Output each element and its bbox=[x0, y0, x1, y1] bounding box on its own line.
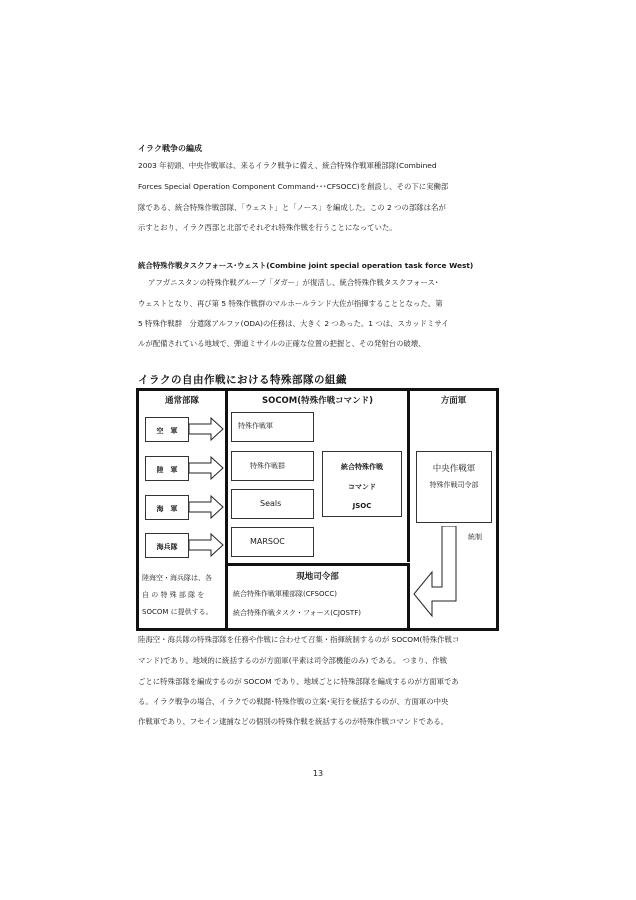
paragraph-line: 隊である、統合特殊作戦部隊、「ウェスト」と「ノース」を編成した。この 2 つの部隊は名が bbox=[138, 203, 446, 212]
paragraph-line: マンド)であり、地域的に統括するのが方面軍(平素は司令部機能のみ) である。 つまり、作戦 bbox=[138, 656, 447, 665]
right-arrow-icon bbox=[189, 457, 223, 479]
field-hq-item: 統合特殊作戦軍種部隊(CFSOCC) bbox=[233, 590, 337, 598]
regular-note-line: 自 の 特 殊 部 隊 を bbox=[142, 591, 205, 599]
control-arrow bbox=[412, 526, 472, 626]
branch-marines bbox=[145, 533, 189, 558]
regional-command-header: 方面軍 bbox=[440, 396, 467, 406]
section-title-organization: イラク戦争の編成 bbox=[138, 144, 202, 153]
branch-air-force bbox=[145, 417, 189, 442]
paragraph-line: アフガニスタンの特殊作戦グループ「ダガー」が復活し、統合特殊作戦タスクフォース･ bbox=[148, 278, 439, 287]
paragraph-line: ルが配備されている地域で、弾道ミサイルの正確な位置の把握と、その発射台の破壊、 bbox=[138, 339, 426, 348]
field-hq-header: 現地司令部 bbox=[296, 572, 339, 582]
divider bbox=[227, 563, 410, 566]
branch-navy bbox=[145, 495, 189, 520]
bent-arrow-icon bbox=[414, 526, 456, 616]
unit-label: MARSOC bbox=[250, 537, 285, 546]
right-arrow-icon bbox=[189, 534, 223, 556]
regular-note-line: SOCOM に提供する。 bbox=[142, 608, 213, 616]
field-hq-item: 統合特殊作戦タスク・フォース(CJOSTF) bbox=[233, 609, 361, 617]
paragraph-line: る。イラク戦争の場合、イラクでの戦闘･特殊作戦の立案･実行を統括するのが、方面軍の中央 bbox=[138, 697, 449, 706]
right-arrow-icon bbox=[189, 496, 223, 518]
socom-header: SOCOM(特殊作戦コマンド) bbox=[261, 396, 374, 406]
page-number: 13 bbox=[312, 769, 324, 778]
centcom-label: 中央作戦軍 bbox=[432, 464, 476, 474]
paragraph-line: 5 特殊作戦群 分遣隊アルファ(ODA)の任務は、大きく 2 つあった。1 つは、スカッドミサイ bbox=[138, 319, 449, 328]
branch-label: 海 軍 bbox=[156, 505, 178, 513]
unit-special-ops-group bbox=[231, 451, 314, 481]
jsoc-box bbox=[322, 451, 402, 517]
regular-note-line: 陸海空・海兵隊は、各 bbox=[142, 574, 212, 582]
jsoc-label: コマンド bbox=[348, 483, 376, 491]
unit-label: Seals bbox=[260, 499, 282, 508]
paragraph-line: 作戦軍であり、フセイン逮捕などの個別の特殊作戦を統括するのが特殊作戦コマンドである。 bbox=[138, 717, 449, 726]
paragraph-line: Forces Special Operation Component Command･･･CFSOCC)を創設し、その下に実働部 bbox=[138, 182, 449, 191]
paragraph-line: 陸海空・海兵隊の特殊部隊を任務や作戦に合わせて召集・指揮統制するのが SOCOM(特殊作戦コ bbox=[138, 635, 460, 644]
branch-label: 空 軍 bbox=[156, 427, 178, 435]
jsoc-label: JSOC bbox=[352, 502, 372, 510]
regular-forces-header: 通常部隊 bbox=[164, 396, 199, 406]
paragraph-line: ウェストとなり、再び第 5 特殊作戦群のマルホールランド大佐が指揮することとなった。第 bbox=[138, 299, 443, 308]
unit-marsoc bbox=[231, 527, 314, 557]
branch-label: 陸 軍 bbox=[156, 466, 178, 474]
diagram-title: イラクの自由作戦における特殊部隊の組織 bbox=[138, 374, 347, 386]
branch-arrows bbox=[189, 412, 233, 564]
paragraph-line: ごとに特殊部隊を編成するのが SOCOM であり、地域ごとに特殊部隊を編成するのが方面軍であ bbox=[138, 677, 459, 686]
paragraph-line: 示すとおり、イラク西部と北部でそれぞれ特殊作戦を行うことになっていた。 bbox=[138, 223, 397, 232]
divider bbox=[407, 390, 410, 562]
unit-seals bbox=[231, 489, 314, 519]
divider bbox=[407, 563, 410, 629]
centcom-sub-label: 特殊作戦司令部 bbox=[429, 481, 479, 489]
paragraph-line: 2003 年初頭、中央作戦軍は、来るイラク戦争に備え、統合特殊作戦軍種部隊(Combined bbox=[138, 161, 437, 170]
central-command-box bbox=[416, 451, 492, 523]
right-arrow-icon bbox=[189, 418, 223, 440]
unit-special-ops-army bbox=[231, 412, 314, 442]
unit-label: 特殊作戦軍 bbox=[238, 422, 273, 430]
control-label: 統制 bbox=[468, 533, 482, 541]
unit-label: 特殊作戦群 bbox=[250, 462, 285, 470]
section-title-task-force-west: 統合特殊作戦タスクフォース･ウェスト(Combine joint special operation task force West) bbox=[138, 261, 474, 270]
branch-label: 海兵隊 bbox=[156, 543, 178, 551]
jsoc-label: 統合特殊作戦 bbox=[341, 463, 383, 471]
branch-army bbox=[145, 456, 189, 481]
